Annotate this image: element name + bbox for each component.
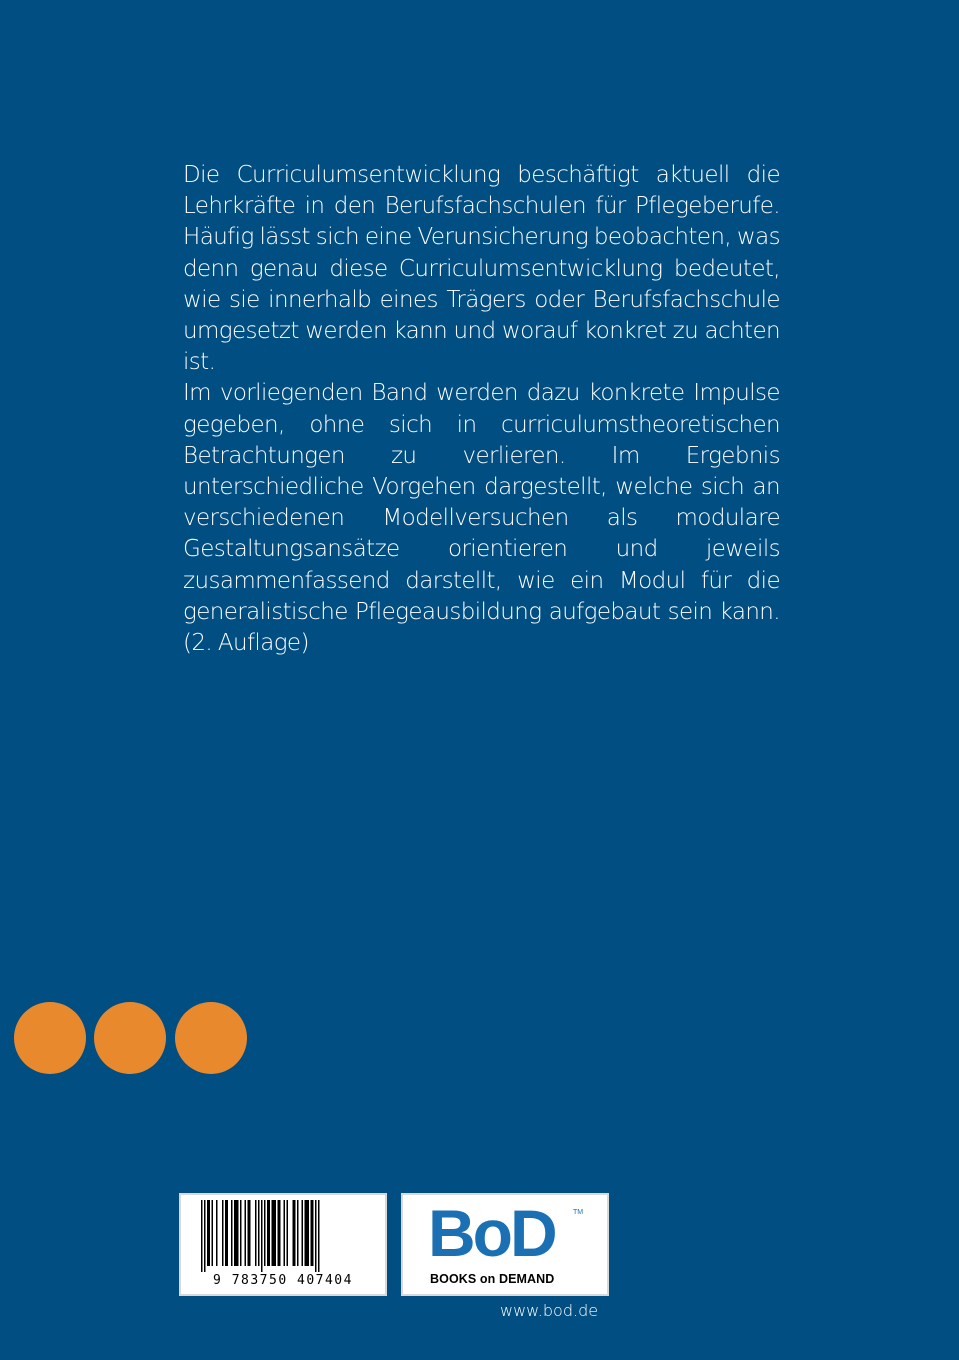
blurb-paragraph-2: Im vorliegenden Band werden dazu konkrete Impulse gegeben, ohne sich in curriculumstheoretischen Betrachtungen zu verlieren. Im Ergebnis unterschiedliche Vorgehen dargestellt, welche sich an verschiedenen Modellversuchen als modulare Gestaltungsansätze orientieren und jeweils zusammenfassend darstellt, wie ein Modul für die generalistische Pflegeausbildung aufgebaut sein kann. (2. Auflage) bbox=[183, 380, 780, 657]
logo-letter-o: o bbox=[472, 1196, 510, 1270]
barcode-bar bbox=[297, 1200, 299, 1266]
barcode-bar bbox=[204, 1200, 206, 1272]
barcode-bar bbox=[240, 1200, 242, 1266]
publisher-tagline: BOOKS on DEMAND bbox=[430, 1272, 555, 1286]
barcode-bar bbox=[207, 1200, 210, 1266]
barcode-bar bbox=[231, 1200, 233, 1266]
barcode-bar bbox=[222, 1200, 224, 1266]
isbn-digits: 9 783750 407404 bbox=[213, 1273, 353, 1288]
barcode-bar bbox=[284, 1200, 286, 1266]
barcode-bar bbox=[212, 1200, 214, 1266]
blurb-paragraph-1: Die Curriculumsentwicklung beschäftigt aktuell die Lehrkräfte in den Berufsfachschulen für Pflegeberufe. Häufig lässt sich eine Verunsicherung beobachten, was denn genau diese Curriculumsentwicklung bedeutet, wie sie innerhalb eines Trägers oder Berufsfachschule umgesetzt werden kann und worauf konkret zu achten ist. bbox=[183, 162, 780, 376]
publisher-logo-box bbox=[401, 1193, 609, 1296]
barcode-bar bbox=[311, 1200, 314, 1266]
barcode-bar bbox=[225, 1200, 228, 1266]
barcode-bar bbox=[255, 1200, 257, 1266]
logo-letter-b: B bbox=[428, 1196, 473, 1270]
orange-dot bbox=[175, 1002, 247, 1074]
barcode-bar bbox=[201, 1200, 203, 1272]
publisher-website: www.bod.de bbox=[500, 1301, 599, 1320]
barcode-bar bbox=[234, 1200, 239, 1266]
barcode-bar bbox=[261, 1200, 263, 1272]
barcode-bar bbox=[267, 1200, 270, 1266]
isbn-barcode bbox=[179, 1193, 387, 1296]
barcode-bar bbox=[318, 1200, 320, 1272]
barcode-bar bbox=[302, 1200, 304, 1266]
barcode-bar bbox=[216, 1200, 218, 1266]
barcode-bar bbox=[278, 1200, 281, 1266]
orange-dot bbox=[94, 1002, 166, 1074]
barcode-bar bbox=[315, 1200, 317, 1272]
barcode-bar bbox=[287, 1200, 289, 1266]
bod-logo bbox=[428, 1198, 555, 1268]
barcode-bar bbox=[258, 1200, 260, 1266]
orange-dot bbox=[14, 1002, 86, 1074]
barcode-bar bbox=[272, 1200, 277, 1266]
trademark-mark: TM bbox=[573, 1209, 584, 1216]
barcode-bar bbox=[305, 1200, 310, 1266]
barcode-bars bbox=[201, 1200, 367, 1272]
barcode-bar bbox=[264, 1200, 266, 1266]
barcode-bar bbox=[293, 1200, 296, 1266]
barcode-bar bbox=[248, 1200, 251, 1266]
barcode-bar bbox=[245, 1200, 247, 1266]
back-cover-blurb bbox=[183, 160, 780, 659]
logo-letter-d: D bbox=[510, 1196, 555, 1270]
